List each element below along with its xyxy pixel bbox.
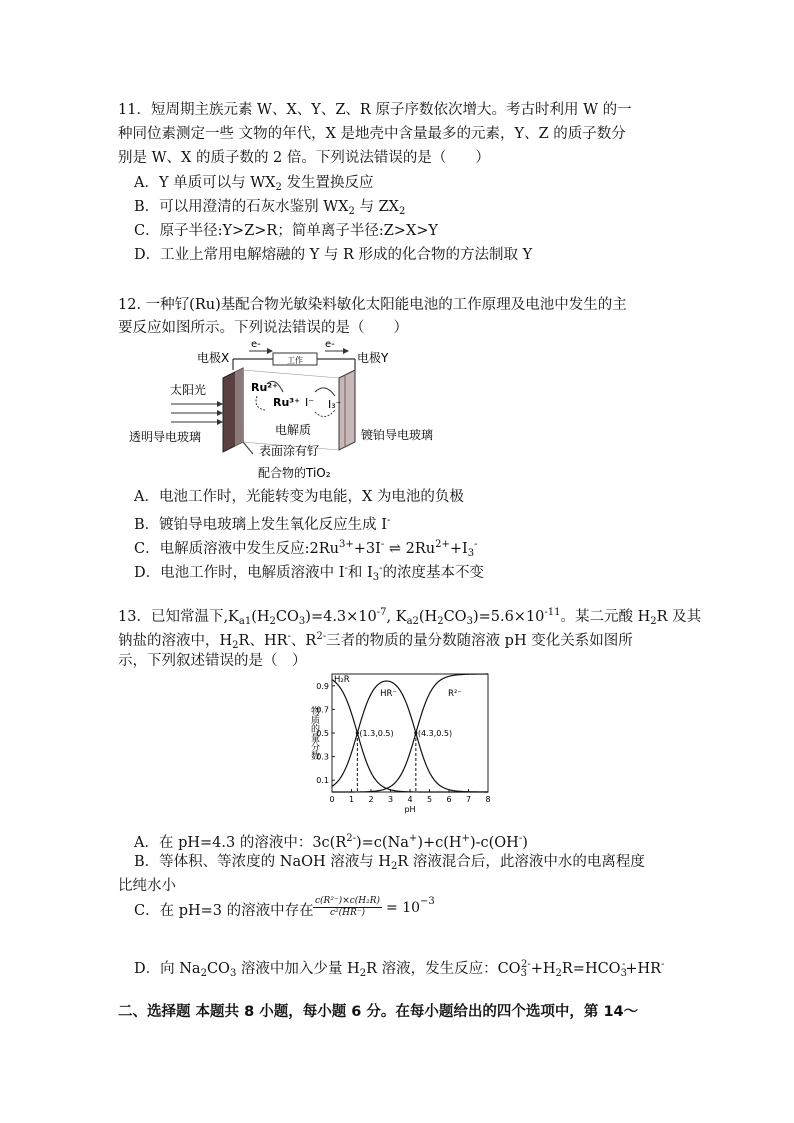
series-line-1	[332, 681, 488, 792]
x-tick-label: 5	[426, 795, 433, 804]
x-axis-label: pH	[404, 805, 416, 814]
q12-line1: 12. 一种钌(Ru)基配合物光敏染料敏化太阳能电池的工作原理及电池中发生的主	[118, 297, 627, 313]
pka-annotation: (1.3,0.5)	[359, 729, 394, 738]
q11-line3: 别是 W、X 的质子数的 2 倍。下列说法错误的是（ ）	[118, 150, 490, 166]
q13-option-c-formula	[313, 896, 435, 919]
plot-frame	[332, 674, 488, 792]
solar-cell-diagram	[125, 338, 465, 483]
q12-option-b: B．镀铂导电玻璃上发生氧化反应生成 I-	[134, 515, 391, 533]
series-label: R²⁻	[447, 689, 462, 699]
series-label: HR⁻	[380, 689, 397, 699]
iodide-label: I⁻	[305, 396, 315, 409]
electron-label-right: e-	[325, 339, 335, 350]
x-tick-label: 7	[465, 795, 472, 804]
q12-option-a: A．电池工作时，光能转变为电能，X 为电池的负极	[134, 489, 464, 505]
q11-line2: 种同位素测定一些 文物的年代，X 是地壳中含量最多的元素，Y、Z 的质子数分	[118, 126, 626, 142]
x-tick-label: 4	[407, 795, 413, 804]
sunlight-label: 太阳光	[170, 383, 207, 397]
q13-option-c: C．在 pH=3 的溶液中存在	[134, 903, 314, 919]
q13-line1: 13．已知常温下$,K_{a1}(H_2CO_3)=4.3\times 10^{-7}$, $K_{a2}(H_2CO_3)=5.6\times 10^{-11}$。某二元酸 $H_2R$ 及其	[118, 607, 702, 627]
x-tick-label: 3	[387, 795, 394, 804]
q12-option-c: C．电解质溶液中发生反应$:2Ru^{3+}+3I^-$ ⇌ $2Ru^{2+}+I_3^-$	[134, 539, 478, 559]
y-axis-label: 物质的量分数	[309, 706, 319, 760]
x-tick-label: 1	[348, 795, 355, 804]
fraction-denominator: c²(HR⁻)	[330, 908, 366, 918]
formula-exponent: −3	[420, 896, 435, 907]
coated-label-1: 表面涂有钌	[259, 444, 320, 458]
q11-option-a: A．Y 单质可以与 $WX_2$ 发生置换反应	[134, 175, 374, 193]
fraction-numerator: c(R²⁻)×c(H₂R)	[315, 896, 381, 906]
y-tick-label: 0.1	[316, 776, 329, 786]
y-tick-label: 0.9	[316, 681, 329, 691]
work-label: 工作	[287, 356, 303, 365]
ru2-label: Ru²⁺	[251, 381, 278, 394]
y-tick-label: 0.3	[316, 752, 329, 762]
platinum-glass-label: 镀铂导电玻璃	[361, 428, 434, 442]
ru3-label: Ru³⁺	[273, 396, 300, 409]
q13-option-a: A．在 pH=4.3 的溶液中：$3c(R^{2-})=c(Na^+)+c(H^+)-c(OH^-)$	[134, 833, 528, 851]
q13-option-d: D．向 $Na_2CO_3$ 溶液中加入少量 $H_2R$ 溶液，发生反应：$CO_3^{2-}+H_2R=HCO_3^-+HR^-$	[134, 959, 665, 979]
q12-option-d: D．电池工作时，电解质溶液中 I-和 $I_3^-$的浓度基本不变	[134, 563, 484, 583]
q13-line2: 钠盐的溶液中，$H_2R$、HR-、$R^{2-}$三者的物质的量分数随溶液 pH 变化关系如图所	[118, 631, 633, 651]
x-tick-label: 0	[329, 795, 335, 804]
electron-label-left: e-	[251, 339, 261, 350]
triiodide-label: I₃⁻	[328, 398, 342, 411]
x-tick-label: 2	[368, 795, 374, 804]
series-line-0	[332, 680, 488, 792]
electrode-x-label: 电极X	[197, 351, 230, 365]
series-label: H₂R	[334, 675, 350, 685]
q13-option-b-line1: B．等体积、等浓度的 NaOH 溶液与 $H_2R$ 溶液混合后，此溶液中水的电离程度	[134, 854, 645, 872]
electrolyte-label: 电解质	[275, 423, 312, 437]
q12-line2: 要反应如图所示。下列说法错误的是（ ）	[118, 320, 408, 336]
pka-annotation: (4.3,0.5)	[417, 729, 453, 738]
q11-option-d: D．工业上常用电解熔融的 Y 与 R 形成的化合物的方法制取 Y	[134, 247, 533, 263]
formula-equals: = 10	[386, 899, 421, 916]
q13-option-b-line2: 比纯水小	[118, 878, 176, 894]
q11-option-c: C．原子半径:Y>Z>R；简单离子半径:Z>X>Y	[134, 223, 438, 239]
q11-option-b: B．可以用澄清的石灰水鉴别 $WX_2$ 与 $ZX_2$	[134, 199, 406, 217]
q11-line1: 11．短周期主族元素 W、X、Y、Z、R 原子序数依次增大。考古时利用 W 的一	[118, 102, 632, 118]
section-2-heading: 二、选择题 本题共 8 小题，每小题 6 分。在每小题给出的四个选项中，第 14～	[118, 1004, 639, 1020]
electrode-y-label: 电极Y	[357, 351, 389, 365]
coated-label-2: 配合物的TiO₂	[258, 466, 331, 480]
x-tick-label: 6	[446, 795, 452, 804]
y-tick-label: 0.7	[316, 705, 329, 715]
mole-fraction-chart	[308, 668, 498, 818]
y-tick-label: 0.5	[316, 729, 329, 738]
transparent-glass-label: 透明导电玻璃	[129, 430, 202, 444]
x-tick-label: 8	[485, 795, 491, 804]
q13-line3: 示，下列叙述错误的是（ ）	[118, 653, 307, 669]
series-line-2	[332, 674, 488, 792]
